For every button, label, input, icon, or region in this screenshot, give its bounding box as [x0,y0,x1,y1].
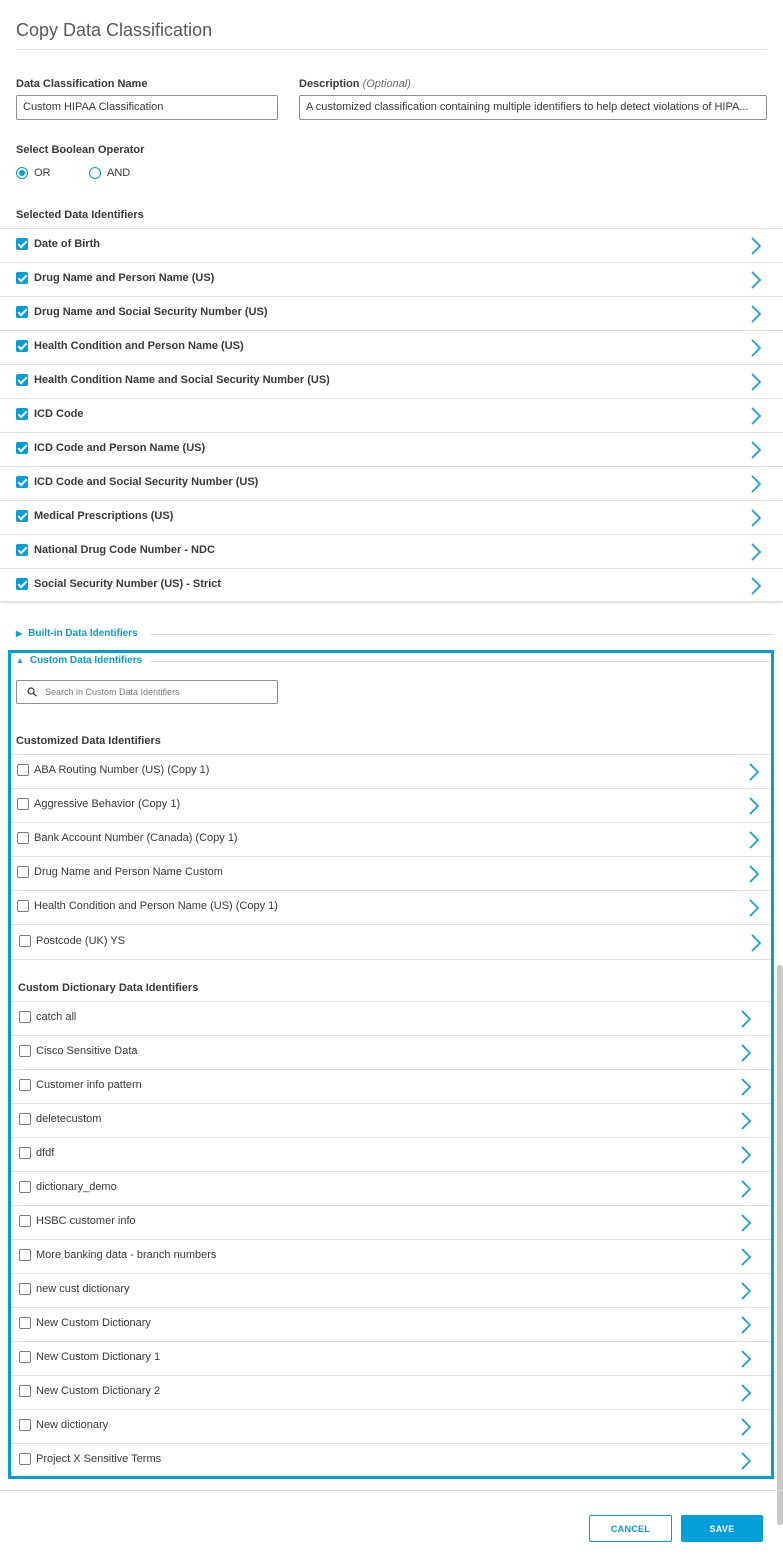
dictionary-identifier-row-label: HSBC customer info [36,1215,136,1227]
caret-right-icon: ▶ [16,629,23,638]
checkbox[interactable] [19,1317,31,1329]
customized-identifier-row-label: Postcode (UK) YS [36,935,126,947]
chevron-right-icon[interactable] [747,864,761,884]
dictionary-identifiers-list [11,1001,771,1477]
chevron-right-icon[interactable] [749,236,763,256]
radio-or[interactable] [16,167,51,179]
chevron-right-icon[interactable] [747,830,761,850]
radio-and-indicator[interactable] [89,167,101,179]
dictionary-identifiers-label: Custom Dictionary Data Identifiers [18,982,199,994]
checkbox[interactable] [19,1215,31,1227]
selected-identifier-row[interactable] [0,568,783,602]
chevron-right-icon[interactable] [749,406,763,426]
chevron-right-icon[interactable] [747,762,761,782]
dictionary-identifier-row-label: New dictionary [36,1419,109,1431]
chevron-right-icon[interactable] [747,796,761,816]
chevron-right-icon[interactable] [739,1315,753,1335]
selected-identifiers-label: Selected Data Identifiers [16,209,144,221]
custom-identifiers-toggle[interactable] [16,655,142,666]
selected-identifier-row-label: Health Condition Name and Social Security Number (US) [34,374,330,386]
checkbox-checked[interactable] [16,238,28,250]
checkbox-checked[interactable] [16,544,28,556]
chevron-right-icon[interactable] [747,898,761,918]
dictionary-identifier-row[interactable] [11,1205,771,1239]
checkbox[interactable] [19,1181,31,1193]
selected-identifier-row-label: ICD Code and Social Security Number (US) [34,476,259,488]
dictionary-identifier-row-label: new cust dictionary [36,1283,130,1295]
footer-divider [0,1490,783,1491]
checkbox[interactable] [17,832,29,844]
chevron-right-icon[interactable] [749,338,763,358]
builtin-identifiers-toggle[interactable] [16,628,138,639]
name-input[interactable]: Custom HIPAA Classification [16,95,278,120]
dictionary-identifier-row-label: Cisco Sensitive Data [36,1045,138,1057]
selected-identifier-row[interactable] [0,398,783,432]
description-label: Description (Optional) [299,78,411,90]
checkbox[interactable] [19,1045,31,1057]
dictionary-identifier-row[interactable] [11,1137,771,1171]
custom-search[interactable] [16,680,278,704]
page-title: Copy Data Classification [16,20,213,40]
selected-identifier-row[interactable] [0,432,783,466]
selected-identifier-row[interactable] [0,500,783,534]
dictionary-identifier-row[interactable] [11,1069,771,1103]
selected-identifier-row-label: Social Security Number (US) - Strict [34,578,222,590]
chevron-right-icon[interactable] [739,1043,753,1063]
checkbox[interactable] [17,866,29,878]
checkbox[interactable] [19,1351,31,1363]
checkbox-checked[interactable] [16,442,28,454]
chevron-right-icon[interactable] [749,933,763,953]
chevron-right-icon[interactable] [749,304,763,324]
chevron-right-icon[interactable] [749,576,763,596]
dictionary-identifier-row[interactable] [11,1171,771,1205]
checkbox[interactable] [17,764,29,776]
checkbox[interactable] [19,1249,31,1261]
customized-identifier-row[interactable] [11,890,771,924]
dictionary-identifier-row-label: More banking data - branch numbers [36,1249,217,1261]
checkbox[interactable] [19,1283,31,1295]
custom-divider [150,661,770,662]
checkbox[interactable] [17,900,29,912]
chevron-right-icon[interactable] [739,1077,753,1097]
checkbox[interactable] [19,935,31,947]
builtin-divider [150,634,774,635]
checkbox-checked[interactable] [16,408,28,420]
chevron-right-icon[interactable] [749,440,763,460]
checkbox[interactable] [19,1419,31,1431]
customized-identifier-row-label: Bank Account Number (Canada) (Copy 1) [34,832,238,844]
selected-identifiers-list [0,228,783,602]
checkbox[interactable] [19,1385,31,1397]
selected-identifier-row[interactable] [0,534,783,568]
selected-identifier-row[interactable] [0,364,783,398]
checkbox[interactable] [19,1079,31,1091]
radio-and[interactable] [89,167,130,179]
selected-identifier-row-label: ICD Code [34,408,84,420]
dictionary-identifier-row[interactable] [11,1273,771,1307]
boolean-operator-label: Select Boolean Operator [16,144,145,156]
chevron-right-icon[interactable] [739,1247,753,1267]
chevron-right-icon[interactable] [739,1281,753,1301]
caret-up-icon: ▲ [16,656,24,665]
checkbox[interactable] [19,1011,31,1023]
dictionary-identifier-row[interactable] [11,1035,771,1069]
selected-identifier-row-label: Date of Birth [34,238,100,250]
selected-identifier-row[interactable] [0,296,783,330]
customized-identifier-row[interactable] [11,856,771,890]
chevron-right-icon[interactable] [739,1451,753,1471]
customized-identifier-row-label: Drug Name and Person Name Custom [34,866,223,878]
dictionary-identifier-row-label: catch all [36,1011,77,1023]
chevron-right-icon[interactable] [749,542,763,562]
chevron-right-icon[interactable] [739,1349,753,1369]
cancel-button[interactable]: CANCEL [589,1515,672,1542]
description-input[interactable]: A customized classification containing multiple identifiers to help detect violations of HIPA... [299,95,767,120]
checkbox-checked[interactable] [16,476,28,488]
chevron-right-icon[interactable] [739,1145,753,1165]
dictionary-identifier-row[interactable] [11,1443,771,1477]
selected-identifier-row[interactable] [0,228,783,262]
dictionary-identifier-row[interactable] [11,1341,771,1375]
dictionary-identifier-row[interactable] [11,1103,771,1137]
selected-identifier-row[interactable] [0,262,783,296]
chevron-right-icon[interactable] [739,1009,753,1029]
dictionary-identifier-row-label: New Custom Dictionary [36,1317,151,1329]
dictionary-identifier-row-label: Customer info pattern [36,1079,142,1091]
dictionary-identifier-row[interactable] [11,1307,771,1341]
dictionary-identifier-row-label: Project X Sensitive Terms [36,1453,162,1465]
search-icon [27,687,37,697]
customized-identifiers-label: Customized Data Identifiers [16,735,161,747]
custom-search-input[interactable] [45,687,265,697]
radio-and-label: AND [107,167,131,179]
chevron-right-icon[interactable] [749,474,763,494]
dictionary-identifier-row[interactable] [11,1001,771,1035]
checkbox-checked[interactable] [16,578,28,590]
dictionary-identifier-row-label: New Custom Dictionary 1 [36,1351,161,1363]
checkbox[interactable] [19,1453,31,1465]
name-label: Data Classification Name [16,78,148,90]
chevron-right-icon[interactable] [739,1179,753,1199]
title-divider [16,49,767,50]
customized-identifier-row[interactable] [11,822,771,856]
checkbox-checked[interactable] [16,340,28,352]
chevron-right-icon[interactable] [739,1383,753,1403]
dictionary-identifier-row-label: dictionary_demo [36,1181,117,1193]
chevron-right-icon[interactable] [739,1417,753,1437]
selected-identifier-row[interactable] [0,330,783,364]
chevron-right-icon[interactable] [749,372,763,392]
selected-identifier-row-label: Drug Name and Person Name (US) [34,272,215,284]
customized-identifier-row-label: ABA Routing Number (US) (Copy 1) [34,764,210,776]
radio-or-indicator[interactable] [16,167,28,179]
checkbox[interactable] [19,1113,31,1125]
customized-identifier-row[interactable] [11,788,771,822]
chevron-right-icon[interactable] [739,1213,753,1233]
checkbox-checked[interactable] [16,510,28,522]
dictionary-identifier-row[interactable] [11,1375,771,1409]
customized-identifier-row[interactable] [11,754,771,788]
save-button[interactable]: SAVE [681,1515,763,1542]
chevron-right-icon[interactable] [749,270,763,290]
customized-identifier-row-label: Aggressive Behavior (Copy 1) [34,798,181,810]
customized-identifier-row-label: Health Condition and Person Name (US) (Copy 1) [34,900,278,912]
builtin-identifiers-label: Built-in Data Identifiers [28,628,138,639]
chevron-right-icon[interactable] [749,508,763,528]
dictionary-identifier-row[interactable] [11,1409,771,1443]
dictionary-identifier-row[interactable] [11,1239,771,1273]
checkbox-checked[interactable] [16,374,28,386]
selected-identifier-row-label: Health Condition and Person Name (US) [34,340,244,352]
custom-identifiers-label: Custom Data Identifiers [29,655,143,666]
checkbox-checked[interactable] [16,306,28,318]
optional-hint: (Optional) [362,78,411,90]
scrollbar-thumb[interactable] [777,965,783,1525]
selected-identifier-row-label: ICD Code and Person Name (US) [34,442,206,454]
checkbox[interactable] [19,1147,31,1159]
selected-identifier-row-label: Drug Name and Social Security Number (US) [34,306,268,318]
customized-identifiers-list [11,754,771,960]
chevron-right-icon[interactable] [739,1111,753,1131]
dictionary-identifier-row-label: deletecustom [36,1113,102,1125]
dictionary-identifier-row-label: dfdf [36,1147,55,1159]
selected-identifier-row-label: Medical Prescriptions (US) [34,510,174,522]
checkbox-checked[interactable] [16,272,28,284]
radio-or-label: OR [34,167,51,179]
customized-identifier-row[interactable] [11,924,771,960]
dictionary-identifier-row-label: New Custom Dictionary 2 [36,1385,161,1397]
checkbox[interactable] [17,798,29,810]
selected-identifier-row[interactable] [0,466,783,500]
selected-identifier-row-label: National Drug Code Number - NDC [34,544,215,556]
